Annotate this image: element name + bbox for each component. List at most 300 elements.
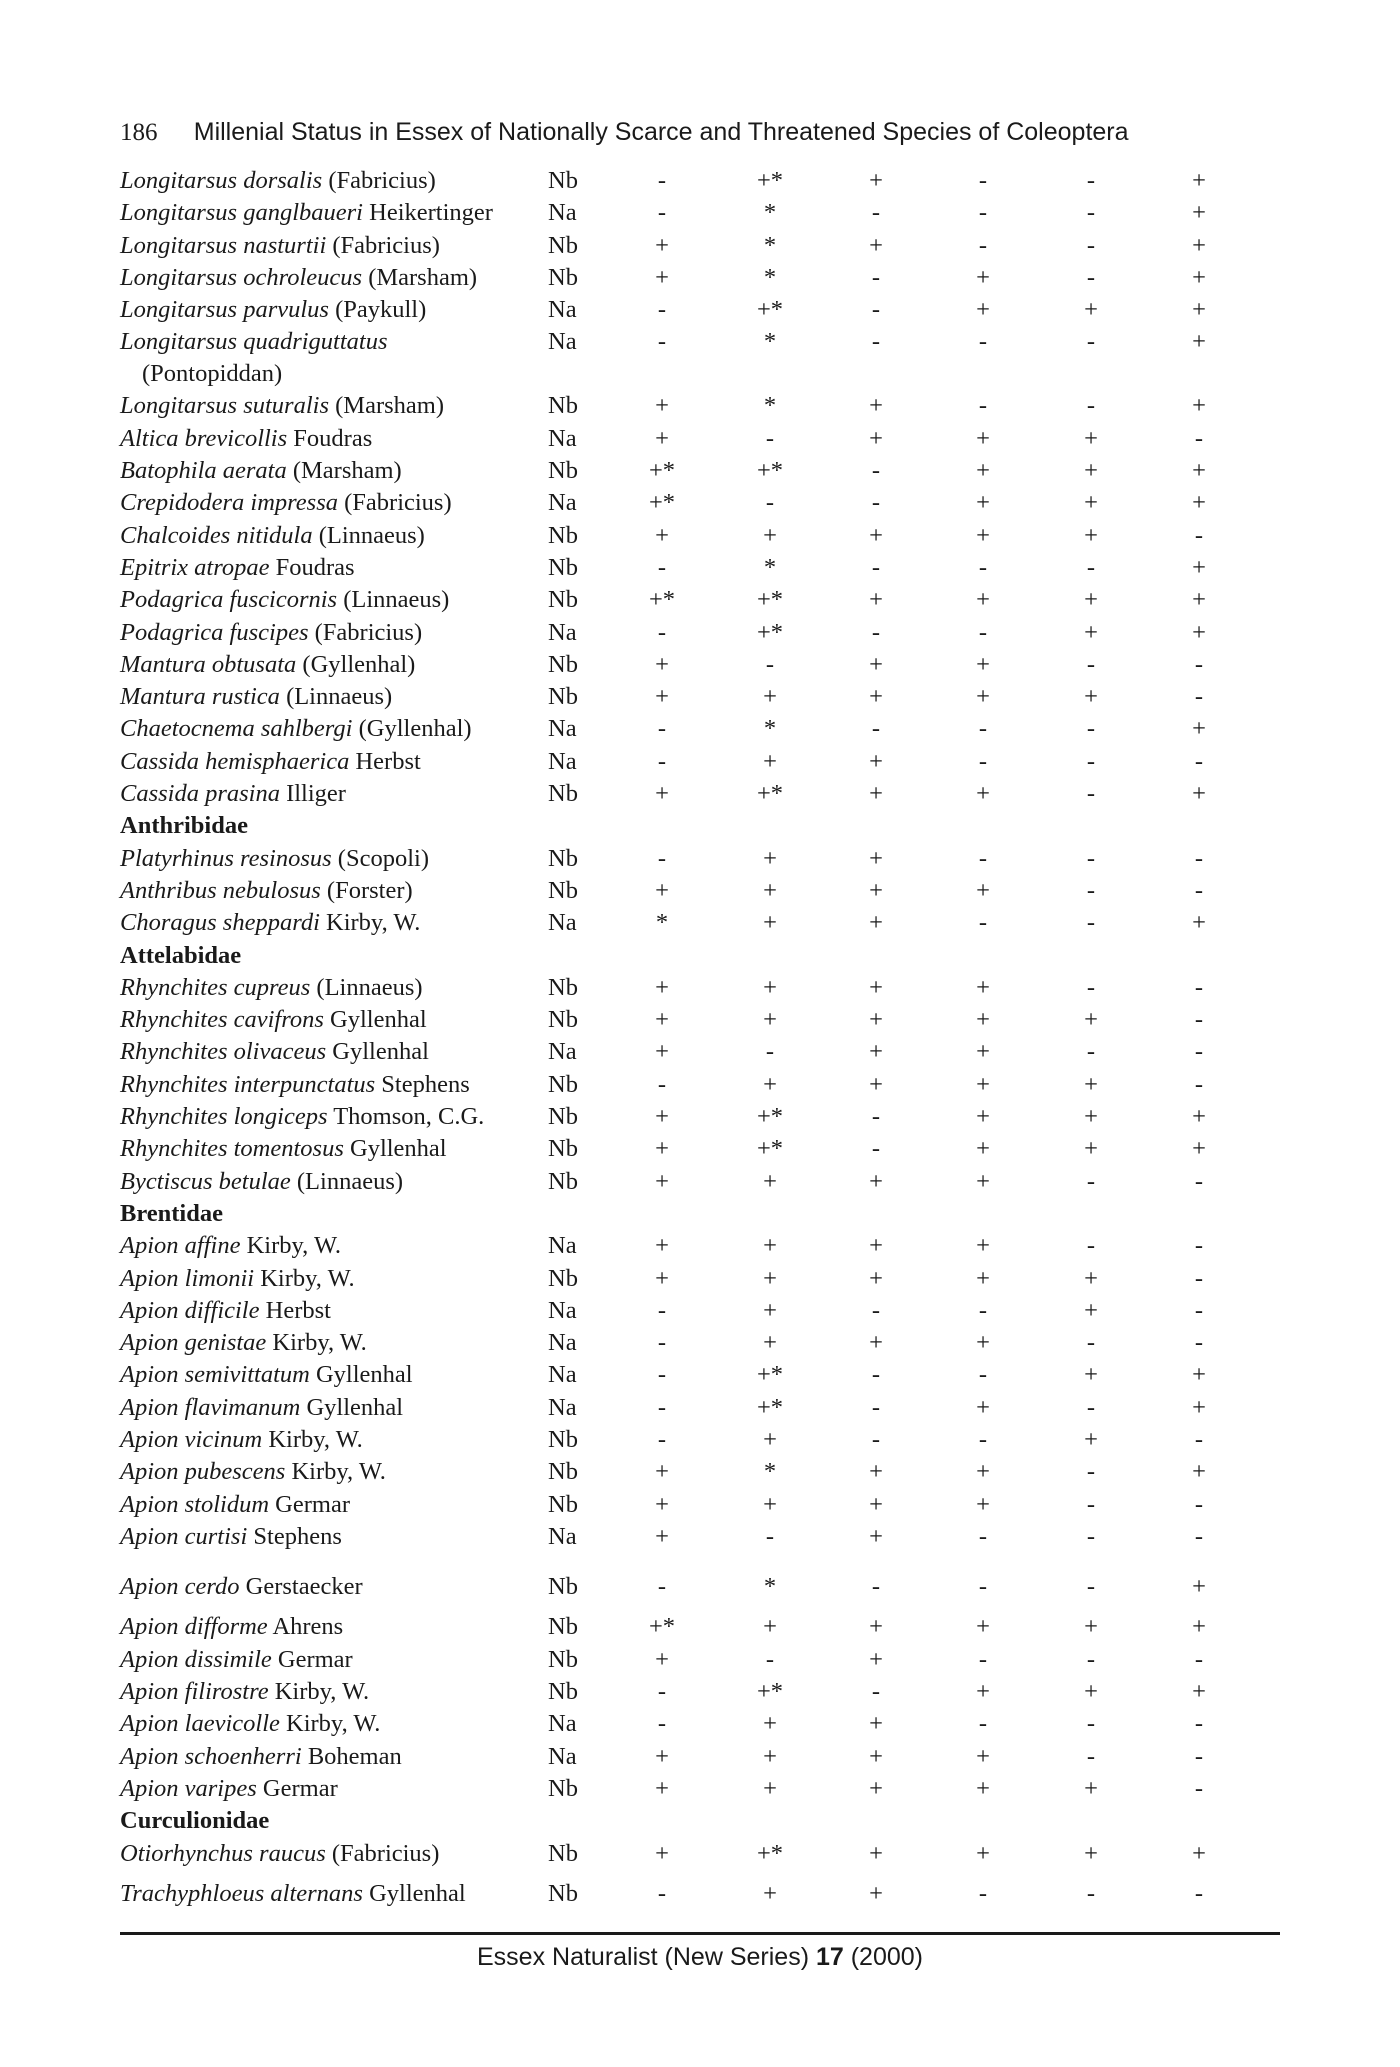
record-cell: - [765, 424, 775, 452]
authority: (Marsham) [292, 457, 402, 485]
binomial-name: Podagrica fuscipes [120, 618, 309, 646]
authority: Gyllenhal [306, 1393, 404, 1421]
species-name [120, 1036, 429, 1068]
record-cell: + [655, 1167, 669, 1195]
binomial-name: Rhynchites tomentosus [120, 1135, 344, 1163]
binomial-name: Apion affine [120, 1232, 241, 1260]
record-cell: +* [756, 586, 784, 614]
record-cell: - [1086, 263, 1096, 291]
species-name [120, 165, 436, 197]
record-cell: + [655, 1490, 669, 1518]
record-cell: - [657, 1070, 667, 1098]
record-cell: - [978, 1425, 988, 1453]
species-name [120, 1838, 439, 1870]
authority: (Fabricius) [331, 1839, 440, 1867]
binomial-name: Longitarsus ochroleucus [120, 263, 363, 291]
record-cell: * [763, 1458, 777, 1486]
record-cell: +* [756, 618, 784, 646]
record-cell: - [657, 1329, 667, 1357]
record-cell: - [765, 650, 775, 678]
record-cell: + [869, 1232, 883, 1260]
record-cell: +* [648, 489, 676, 517]
record-cell: + [1084, 586, 1098, 614]
authority: Foudras [275, 553, 355, 581]
species-row [120, 1004, 1290, 1036]
record-cell: + [976, 876, 990, 904]
species-name [120, 1611, 343, 1643]
record-cell: + [655, 683, 669, 711]
species-row [120, 423, 1290, 455]
status-code: Nb [548, 167, 578, 194]
species-row [120, 746, 1290, 778]
publication-year: (2000) [850, 1943, 923, 1971]
record-cell: + [763, 1710, 777, 1738]
record-cell: + [976, 1678, 990, 1706]
record-cell: - [1086, 1038, 1096, 1066]
record-cell: + [869, 650, 883, 678]
record-cell: - [1194, 1490, 1204, 1518]
footer-rule [120, 1932, 1280, 1935]
species-row [120, 1101, 1290, 1133]
record-cell: + [1192, 1458, 1206, 1486]
record-cell: + [976, 424, 990, 452]
species-row [120, 681, 1290, 713]
record-cell: * [763, 231, 777, 259]
species-row [120, 1133, 1290, 1165]
binomial-name: Cassida prasina [120, 780, 280, 808]
family-heading-row [120, 1198, 1290, 1230]
binomial-name: Longitarsus parvulus [120, 296, 329, 324]
record-cell: - [1086, 1167, 1096, 1195]
status-code: Na [548, 1522, 577, 1550]
record-cell: - [1086, 1232, 1096, 1260]
record-cell: - [1086, 328, 1096, 356]
species-name [120, 197, 493, 229]
record-cell: + [655, 1006, 669, 1034]
record-cell: - [871, 199, 881, 227]
record-cell: + [655, 1038, 669, 1066]
species-row [120, 230, 1290, 262]
record-cell: + [869, 1038, 883, 1066]
record-cell: - [1086, 1329, 1096, 1357]
binomial-name: Epitrix atropae [120, 553, 270, 581]
species-row [120, 1741, 1290, 1773]
record-cell: + [1084, 1103, 1098, 1131]
record-cell: + [1084, 521, 1098, 549]
record-cell: + [1192, 489, 1206, 517]
record-cell: - [1086, 1522, 1096, 1550]
status-code: Na [548, 1710, 577, 1738]
species-name [120, 1004, 427, 1036]
record-cell: + [976, 1613, 990, 1641]
journal-name: Essex Naturalist (New Series) [476, 1943, 810, 1971]
record-cell: - [1194, 521, 1204, 549]
record-cell: + [655, 780, 669, 808]
record-cell: + [976, 1232, 990, 1260]
record-cell: - [657, 1879, 667, 1907]
species-name [120, 520, 425, 552]
record-cell: - [1086, 715, 1096, 743]
species-name [120, 1741, 402, 1773]
record-cell: + [976, 1839, 990, 1867]
binomial-name: Apion laevicolle [120, 1710, 280, 1738]
record-cell: + [976, 1103, 990, 1131]
status-code: Nb [548, 1264, 578, 1292]
authority: Stephens [253, 1522, 342, 1550]
record-cell: +* [756, 780, 784, 808]
authority: (Linnaeus) [318, 521, 425, 549]
record-cell: - [657, 1710, 667, 1738]
record-cell: - [871, 489, 881, 517]
species-row [120, 1230, 1290, 1262]
record-cell: + [763, 1296, 777, 1324]
record-cell: + [763, 1329, 777, 1357]
authority: (Fabricius) [328, 167, 436, 194]
record-cell: + [976, 1070, 990, 1098]
species-name [120, 1101, 484, 1133]
family-heading: Attelabidae [120, 941, 242, 969]
authority: Gyllenhal [369, 1879, 466, 1907]
authority: (Gyllenhal) [358, 715, 472, 743]
authority: (Linnaeus) [316, 973, 423, 1001]
species-name [120, 617, 422, 649]
record-cell: + [869, 747, 883, 775]
binomial-name: Longitarsus ganglbaueri [120, 199, 363, 227]
record-cell: - [1086, 231, 1096, 259]
binomial-name: Apion schoenherri [120, 1742, 302, 1770]
authority: Thomson, C.G. [333, 1103, 485, 1131]
family-heading: Curculionidae [120, 1807, 270, 1835]
record-cell: - [765, 1522, 775, 1550]
record-cell: - [978, 909, 988, 937]
status-code: Nb [548, 231, 578, 259]
record-cell: + [1192, 296, 1206, 324]
record-cell: - [1194, 1522, 1204, 1550]
record-cell: + [976, 521, 990, 549]
record-cell: - [657, 844, 667, 872]
record-cell: + [1084, 683, 1098, 711]
species-row [120, 1359, 1290, 1391]
species-row [120, 1263, 1290, 1295]
record-cell: + [869, 392, 883, 420]
authority: (Fabricius) [332, 231, 440, 259]
record-cell: + [1192, 392, 1206, 420]
binomial-name: Apion difficile [120, 1296, 260, 1324]
record-cell: + [1084, 1296, 1098, 1324]
record-cell: + [869, 1710, 883, 1738]
record-cell: - [1086, 650, 1096, 678]
authority: (Paykull) [335, 296, 427, 324]
record-cell: + [763, 521, 777, 549]
record-cell: - [978, 167, 988, 194]
species-row [120, 165, 1290, 197]
record-cell: + [1192, 1613, 1206, 1641]
volume-number: 17 [815, 1943, 844, 1971]
record-cell: + [869, 1458, 883, 1486]
authority: (Fabricius) [344, 489, 452, 517]
binomial-name: Apion dissimile [120, 1645, 272, 1673]
status-code: Nb [548, 586, 578, 614]
binomial-name: Apion flavimanum [120, 1393, 301, 1421]
species-row [120, 552, 1290, 584]
status-code: Na [548, 1361, 577, 1389]
record-cell: + [1084, 296, 1098, 324]
record-cell: - [978, 1645, 988, 1673]
record-cell: - [1194, 683, 1204, 711]
record-cell: + [1192, 167, 1206, 194]
species-name [120, 1644, 353, 1676]
record-cell: + [976, 1006, 990, 1034]
record-cell: - [978, 1361, 988, 1389]
binomial-name: Choragus sheppardi [120, 909, 320, 937]
binomial-name: Altica brevicollis [120, 424, 288, 452]
species-row [120, 1611, 1290, 1643]
record-cell: + [869, 876, 883, 904]
status-code: Nb [548, 1645, 578, 1673]
species-row [120, 875, 1290, 907]
status-code: Na [548, 909, 577, 937]
record-cell: + [1192, 457, 1206, 485]
record-cell: - [871, 1678, 881, 1706]
species-row [120, 907, 1290, 939]
status-code: Nb [548, 1678, 578, 1706]
record-cell: + [869, 1613, 883, 1641]
status-code: Nb [548, 973, 578, 1001]
record-cell: - [1086, 844, 1096, 872]
authority-continuation: (Pontopiddan) [142, 360, 283, 388]
record-cell: +* [756, 296, 784, 324]
species-name [120, 713, 472, 745]
authority: Germar [262, 1774, 338, 1802]
authority: (Linnaeus) [296, 1167, 404, 1195]
record-cell: - [1086, 747, 1096, 775]
species-name [120, 1676, 369, 1708]
record-cell: - [978, 844, 988, 872]
record-cell: + [763, 1425, 777, 1453]
record-cell: + [976, 1490, 990, 1518]
record-cell: + [869, 1522, 883, 1550]
species-row [120, 326, 1290, 390]
record-cell: - [1194, 1264, 1204, 1292]
record-cell: - [871, 618, 881, 646]
species-row [120, 294, 1290, 326]
record-cell: + [976, 296, 990, 324]
record-cell: + [869, 1329, 883, 1357]
record-cell: + [976, 650, 990, 678]
record-cell: + [763, 876, 777, 904]
status-code: Na [548, 328, 577, 356]
species-row [120, 197, 1290, 229]
authority: Gyllenhal [350, 1135, 447, 1163]
record-cell: - [1194, 844, 1204, 872]
binomial-name: Crepidodera impressa [120, 489, 338, 517]
record-cell: + [655, 1522, 669, 1550]
species-name [120, 907, 420, 939]
record-cell: + [763, 1167, 777, 1195]
species-name [120, 390, 444, 422]
authority: Gyllenhal [315, 1361, 413, 1389]
record-cell: * [763, 263, 777, 291]
species-table [120, 165, 1290, 1910]
record-cell: + [655, 973, 669, 1001]
binomial-name: Rhynchites cavifrons [120, 1006, 324, 1034]
record-cell: - [657, 1678, 667, 1706]
status-code: Na [548, 1329, 577, 1357]
status-code: Nb [548, 1425, 578, 1453]
species-name [120, 455, 402, 487]
record-cell: - [1194, 1774, 1204, 1802]
authority: (Scopoli) [337, 844, 429, 872]
record-cell: + [1084, 424, 1098, 452]
status-code: Nb [548, 1167, 578, 1195]
record-cell: - [1086, 876, 1096, 904]
record-cell: + [1084, 1264, 1098, 1292]
record-cell: - [1194, 973, 1204, 1001]
record-cell: - [1194, 1006, 1204, 1034]
binomial-name: Platyrhinus resinosus [120, 844, 332, 872]
record-cell: - [978, 231, 988, 259]
record-cell: - [1086, 1742, 1096, 1770]
species-row [120, 649, 1290, 681]
authority: Kirby, W. [246, 1232, 341, 1260]
record-cell: - [871, 1135, 881, 1163]
record-cell: - [657, 618, 667, 646]
record-cell: + [976, 586, 990, 614]
record-cell: - [657, 328, 667, 356]
binomial-name: Apion limonii [120, 1264, 255, 1292]
record-cell: + [655, 1103, 669, 1131]
authority: Kirby, W. [272, 1329, 367, 1357]
authority: Foudras [293, 424, 373, 452]
species-name [120, 1456, 386, 1488]
record-cell: + [1084, 1839, 1098, 1867]
record-cell: + [869, 1742, 883, 1770]
record-cell: + [869, 683, 883, 711]
record-cell: + [655, 231, 669, 259]
binomial-name: Apion curtisi [120, 1522, 248, 1550]
species-name [120, 1489, 350, 1521]
status-code: Nb [548, 650, 578, 678]
record-cell: - [1086, 1458, 1096, 1486]
authority: (Linnaeus) [286, 683, 393, 711]
record-cell: - [1086, 392, 1096, 420]
binomial-name: Mantura obtusata [120, 650, 297, 678]
record-cell: - [1086, 1490, 1096, 1518]
binomial-name: Apion genistae [120, 1329, 267, 1357]
record-cell: - [657, 199, 667, 227]
status-code: Na [548, 747, 577, 775]
record-cell: - [978, 1879, 988, 1907]
record-cell: - [765, 1038, 775, 1066]
record-cell: + [976, 1264, 990, 1292]
species-name [120, 230, 440, 262]
record-cell: - [871, 1425, 881, 1453]
species-name [120, 1069, 470, 1101]
status-code: Nb [548, 1839, 578, 1867]
species-name [120, 1571, 363, 1603]
record-cell: - [657, 1361, 667, 1389]
species-row [120, 1878, 1290, 1910]
record-cell: + [1192, 1393, 1206, 1421]
status-code: Na [548, 715, 577, 743]
record-cell: - [657, 1573, 667, 1601]
record-cell: +* [756, 1839, 784, 1867]
record-cell: - [1086, 1393, 1096, 1421]
record-cell: + [1084, 489, 1098, 517]
record-cell: + [1192, 1573, 1206, 1601]
record-cell: - [657, 296, 667, 324]
record-cell: - [1194, 1232, 1204, 1260]
page-header [120, 117, 1290, 148]
authority: (Linnaeus) [343, 586, 450, 614]
record-cell: + [1192, 1678, 1206, 1706]
record-cell: - [1194, 1425, 1204, 1453]
record-cell: - [657, 1425, 667, 1453]
record-cell: +* [648, 1613, 676, 1641]
species-row [120, 1571, 1290, 1603]
species-name [120, 294, 426, 326]
species-name [120, 843, 429, 875]
species-row [120, 1773, 1290, 1805]
record-cell: + [655, 1774, 669, 1802]
family-heading: Anthribidae [120, 812, 248, 840]
binomial-name: Apion filirostre [120, 1678, 269, 1706]
status-code: Nb [548, 1774, 578, 1802]
record-cell: + [869, 1774, 883, 1802]
status-code: Nb [548, 521, 578, 549]
record-cell: - [871, 328, 881, 356]
authority: Kirby, W. [274, 1678, 370, 1706]
binomial-name: Apion pubescens [120, 1458, 286, 1486]
binomial-name: Rhynchites olivaceus [120, 1038, 327, 1066]
species-row [120, 1327, 1290, 1359]
record-cell: * [763, 1573, 777, 1601]
record-cell: - [1194, 650, 1204, 678]
record-cell: - [1194, 1038, 1204, 1066]
record-cell: + [655, 650, 669, 678]
binomial-name: Chaetocnema sahlbergi [120, 715, 353, 743]
species-row [120, 1489, 1290, 1521]
record-cell: - [1194, 1742, 1204, 1770]
record-cell: + [869, 1839, 883, 1867]
record-cell: - [765, 1645, 775, 1673]
status-code: Na [548, 199, 577, 227]
status-code: Nb [548, 1006, 578, 1034]
record-cell: - [1194, 424, 1204, 452]
binomial-name: Longitarsus dorsalis [120, 167, 323, 194]
record-cell: - [871, 1573, 881, 1601]
authority: (Gyllenhal) [302, 650, 416, 678]
record-cell: - [871, 1393, 881, 1421]
record-cell: + [976, 1329, 990, 1357]
record-cell: + [1192, 618, 1206, 646]
record-cell: * [763, 715, 777, 743]
species-row [120, 455, 1290, 487]
record-cell: + [976, 489, 990, 517]
authority: Kirby, W. [326, 909, 421, 937]
species-name [120, 487, 452, 519]
record-cell: + [763, 1006, 777, 1034]
authority: Germar [277, 1645, 353, 1673]
species-name [120, 746, 421, 778]
species-row [120, 617, 1290, 649]
status-code: Nb [548, 683, 578, 711]
record-cell: - [871, 1103, 881, 1131]
family-heading-row [120, 810, 1290, 842]
species-row [120, 390, 1290, 422]
species-row [120, 972, 1290, 1004]
record-cell: - [1086, 1573, 1096, 1601]
